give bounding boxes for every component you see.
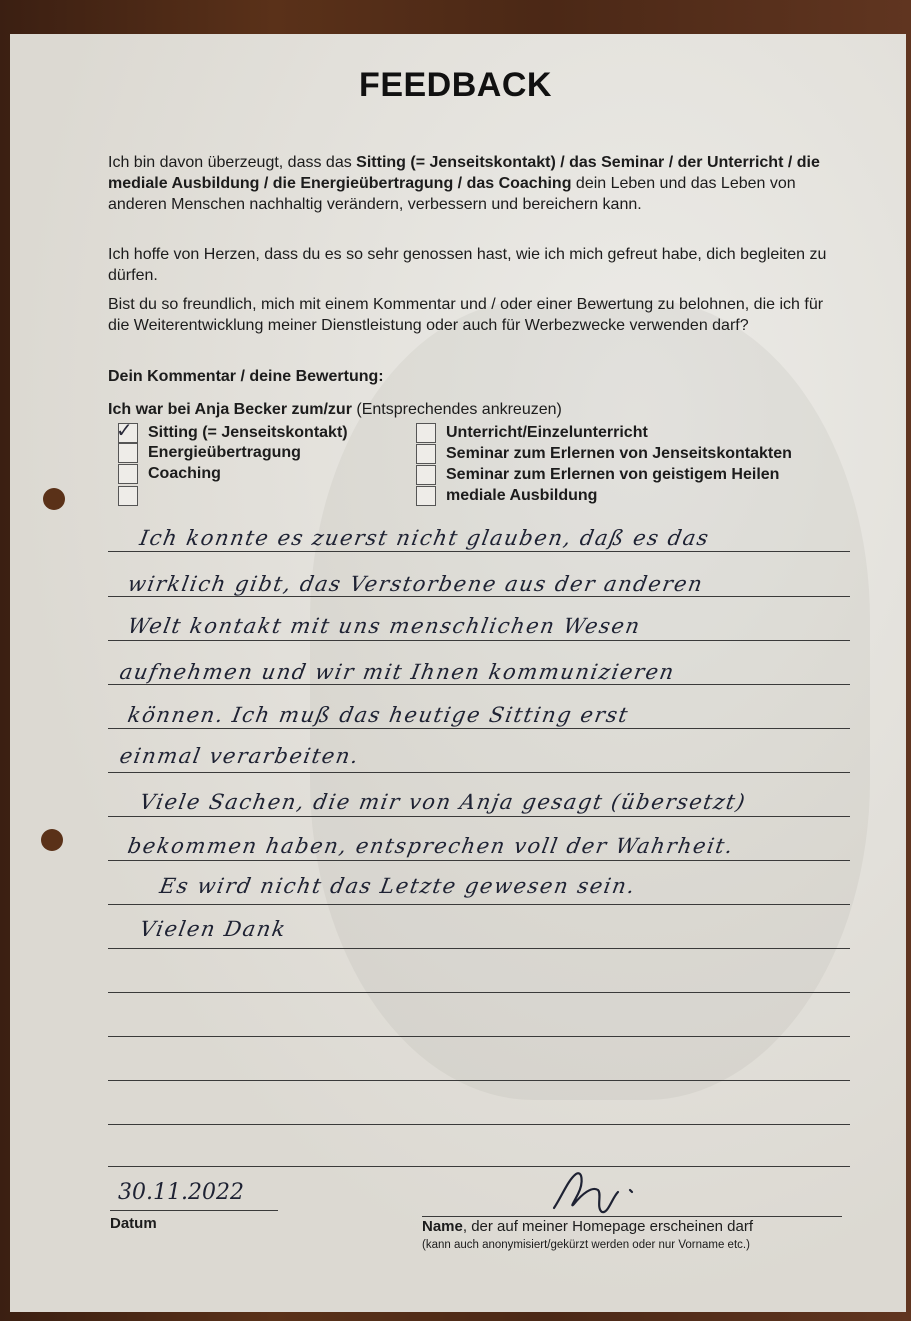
option-label: Seminar zum Erlernen von Jenseitskontakten	[446, 445, 792, 462]
check-mark-icon: ✓	[116, 418, 133, 442]
punch-hole-bottom	[41, 829, 63, 851]
signature-mark	[548, 1168, 668, 1216]
checkbox-empty[interactable]	[118, 486, 138, 506]
handwritten-comment-line: Ich konnte es zuerst nicht glauben, daß es das	[137, 526, 712, 550]
option-coaching[interactable]	[118, 464, 221, 484]
option-sitting[interactable]	[116, 418, 348, 443]
option-label: mediale Ausbildung	[446, 487, 598, 504]
writing-line	[108, 992, 850, 993]
handwritten-comment-line: wirklich gibt, das Verstorbene aus der anderen	[125, 572, 706, 596]
option-energieuebertragung[interactable]	[118, 443, 301, 463]
name-note: (kann auch anonymisiert/gekürzt werden oder nur Vorname etc.)	[422, 1239, 750, 1251]
checkbox-mediale-ausbildung[interactable]	[416, 486, 436, 506]
writing-line	[108, 948, 850, 949]
writing-line	[108, 728, 850, 729]
intro-paragraph-3: Bist du so freundlich, mich mit einem Kommentar und / oder einer Bewertung zu belohnen, die ich für die Weiterentwicklung meiner Dienstleistung oder auch für Werbezwecke verwenden darf?	[108, 296, 824, 334]
handwritten-comment-line: Vielen Dank	[137, 917, 289, 941]
writing-line	[108, 772, 850, 773]
option-label: Seminar zum Erlernen von geistigem Heilen	[446, 466, 780, 483]
comment-heading: Dein Kommentar / deine Bewertung:	[108, 368, 384, 385]
checkbox-sitting[interactable]	[116, 418, 138, 443]
writing-line	[108, 1036, 850, 1037]
handwritten-comment-line: Welt kontakt mit uns menschlichen Wesen	[125, 614, 643, 638]
writing-line	[108, 1124, 850, 1125]
handwritten-comment-line: aufnehmen und wir mit Ihnen kommunizieren	[117, 660, 678, 684]
checkbox-energieuebertragung[interactable]	[118, 443, 138, 463]
writing-line	[108, 684, 850, 685]
checkbox-seminar-heilen[interactable]	[416, 465, 436, 485]
date-line	[110, 1210, 278, 1211]
option-label: Energieübertragung	[148, 444, 301, 461]
writing-line	[108, 1166, 850, 1167]
writing-line	[108, 596, 850, 597]
option-empty[interactable]	[118, 486, 148, 506]
writing-line	[108, 860, 850, 861]
handwritten-comment-line: einmal verarbeiten.	[117, 744, 362, 768]
intro-paragraph-2: Ich hoffe von Herzen, dass du es so sehr genossen hast, wie ich mich gefreut habe, dich begleiten zu dürfen.	[108, 246, 827, 284]
handwritten-comment-line: Viele Sachen, die mir von Anja gesagt (übersetzt)	[137, 790, 749, 814]
handwritten-comment-line: bekommen haben, entsprechen voll der Wahrheit.	[125, 834, 737, 858]
checkbox-unterricht[interactable]	[416, 423, 436, 443]
writing-line	[108, 551, 850, 552]
date-label: Datum	[110, 1215, 157, 1232]
punch-hole-top	[43, 488, 65, 510]
form-title: FEEDBACK	[359, 66, 552, 104]
option-seminar-jenseitskontakte[interactable]	[416, 444, 792, 464]
option-label: Coaching	[148, 465, 221, 482]
name-label: Name, der auf meiner Homepage erscheinen darf	[422, 1218, 754, 1235]
option-label: Unterricht/Einzelunterricht	[446, 424, 648, 441]
checkbox-seminar-jenseitskontakte[interactable]	[416, 444, 436, 464]
writing-line	[108, 640, 850, 641]
name-line	[422, 1216, 842, 1217]
option-label: Sitting (= Jenseitskontakt)	[148, 424, 348, 441]
option-unterricht[interactable]	[416, 423, 648, 443]
checkbox-coaching[interactable]	[118, 464, 138, 484]
handwritten-comment-line: können. Ich muß das heutige Sitting erst	[125, 703, 631, 727]
date-value: 30.11.2022	[118, 1180, 244, 1205]
writing-line	[108, 1080, 850, 1081]
intro-paragraph-1: Ich bin davon überzeugt, dass das Sitting (= Jenseitskontakt) / das Seminar / der Unterricht / die mediale Ausbildung / die Energieübertragung / das Coaching dein Leben und das Leben von anderen Menschen nachhaltig verändern, verbessern und bereichern kann.	[108, 154, 820, 213]
option-mediale-ausbildung[interactable]	[416, 486, 597, 506]
writing-line	[108, 904, 850, 905]
writing-line	[108, 816, 850, 817]
option-seminar-heilen[interactable]	[416, 465, 779, 485]
attended-line: Ich war bei Anja Becker zum/zur (Entsprechendes ankreuzen)	[108, 401, 562, 418]
handwritten-comment-line: Es wird nicht das Letzte gewesen sein.	[157, 874, 638, 898]
